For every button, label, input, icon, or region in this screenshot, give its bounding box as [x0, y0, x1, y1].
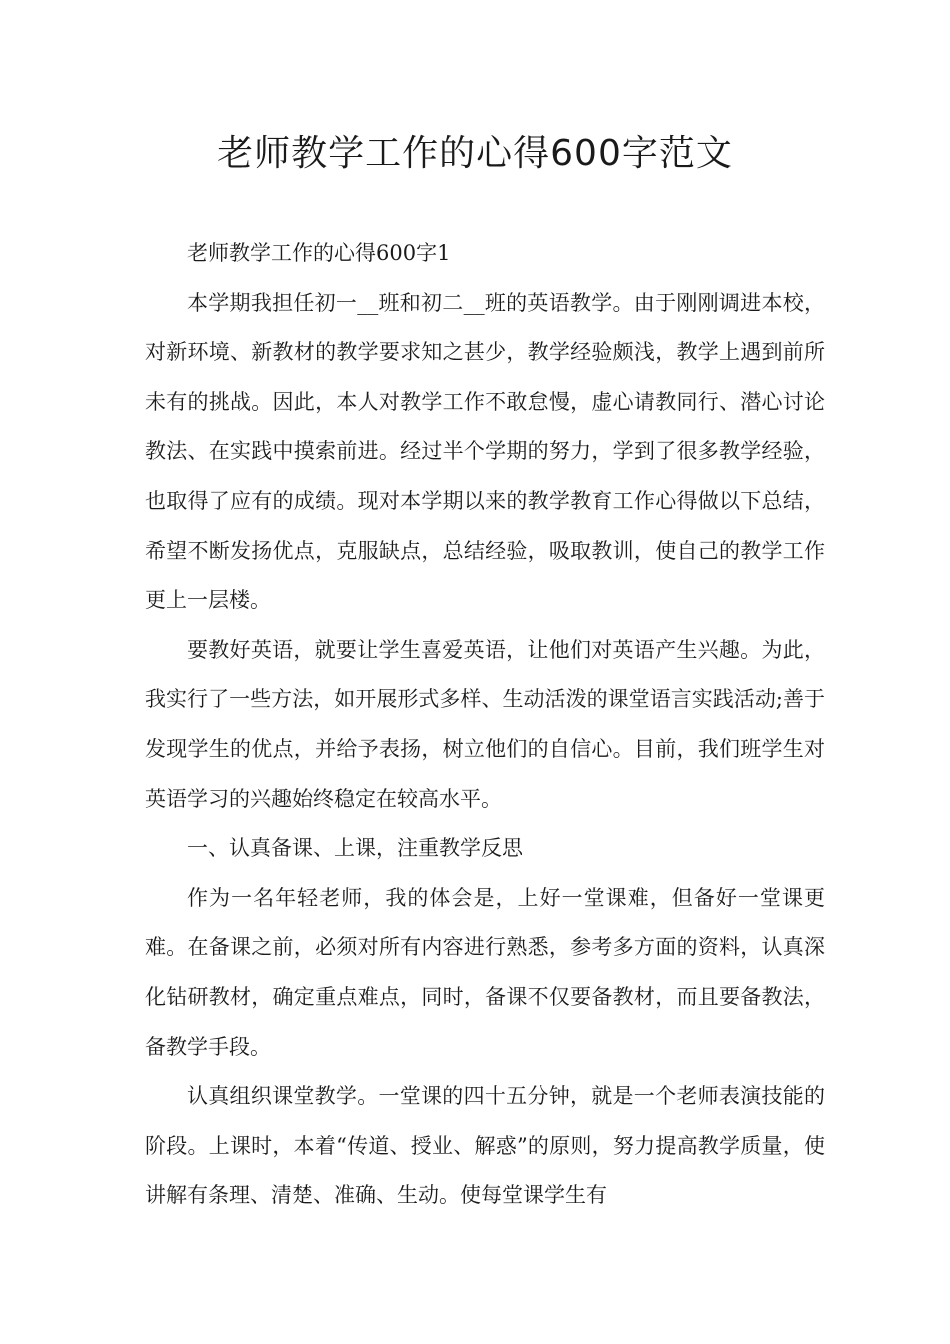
document-body	[145, 229, 825, 1221]
section-heading: 一、认真备课、上课，注重教学反思	[187, 836, 523, 861]
document-title: 老师教学工作的心得600字范文	[217, 133, 733, 174]
paragraph: 本学期我担任初一__班和初二__班的英语教学。由于刚刚调进本校，对新环境、新教材的教学要求知之甚少，教学经验颇浅，教学上遇到前所未有的挑战。因此，本人对教学工作不敢怠慢，虚心请教同行、潜心讨论教法、在实践中摸索前进。经过半个学期的努力，学到了很多教学经验，也取得了应有的成绩。现对本学期以来的教学教育工作心得做以下总结，希望不断发扬优点，克服缺点，总结经验，吸取教训，使自己的教学工作更上一层楼。	[145, 290, 825, 613]
paragraph: 作为一名年轻老师，我的体会是，上好一堂课难，但备好一堂课更难。在备课之前，必须对所有内容进行熟悉，参考多方面的资料，认真深化钻研教材，确定重点难点，同时，备课不仅要备教材，而且要备教法，备教学手段。	[145, 885, 825, 1059]
paragraph: 要教好英语，就要让学生喜爱英语，让他们对英语产生兴趣。为此，我实行了一些方法，如开展形式多样、生动活泼的课堂语言实践活动;善于发现学生的优点，并给予表扬，树立他们的自信心。目前，我们班学生对英语学习的兴趣始终稳定在较高水平。	[145, 637, 825, 811]
paragraph: 认真组织课堂教学。一堂课的四十五分钟，就是一个老师表演技能的阶段。上课时，本着“传道、授业、解惑”的原则，努力提高教学质量，使讲解有条理、清楚、准确、生动。使每堂课学生有	[145, 1084, 825, 1208]
paragraph-heading-1: 老师教学工作的心得600字1	[187, 241, 451, 265]
